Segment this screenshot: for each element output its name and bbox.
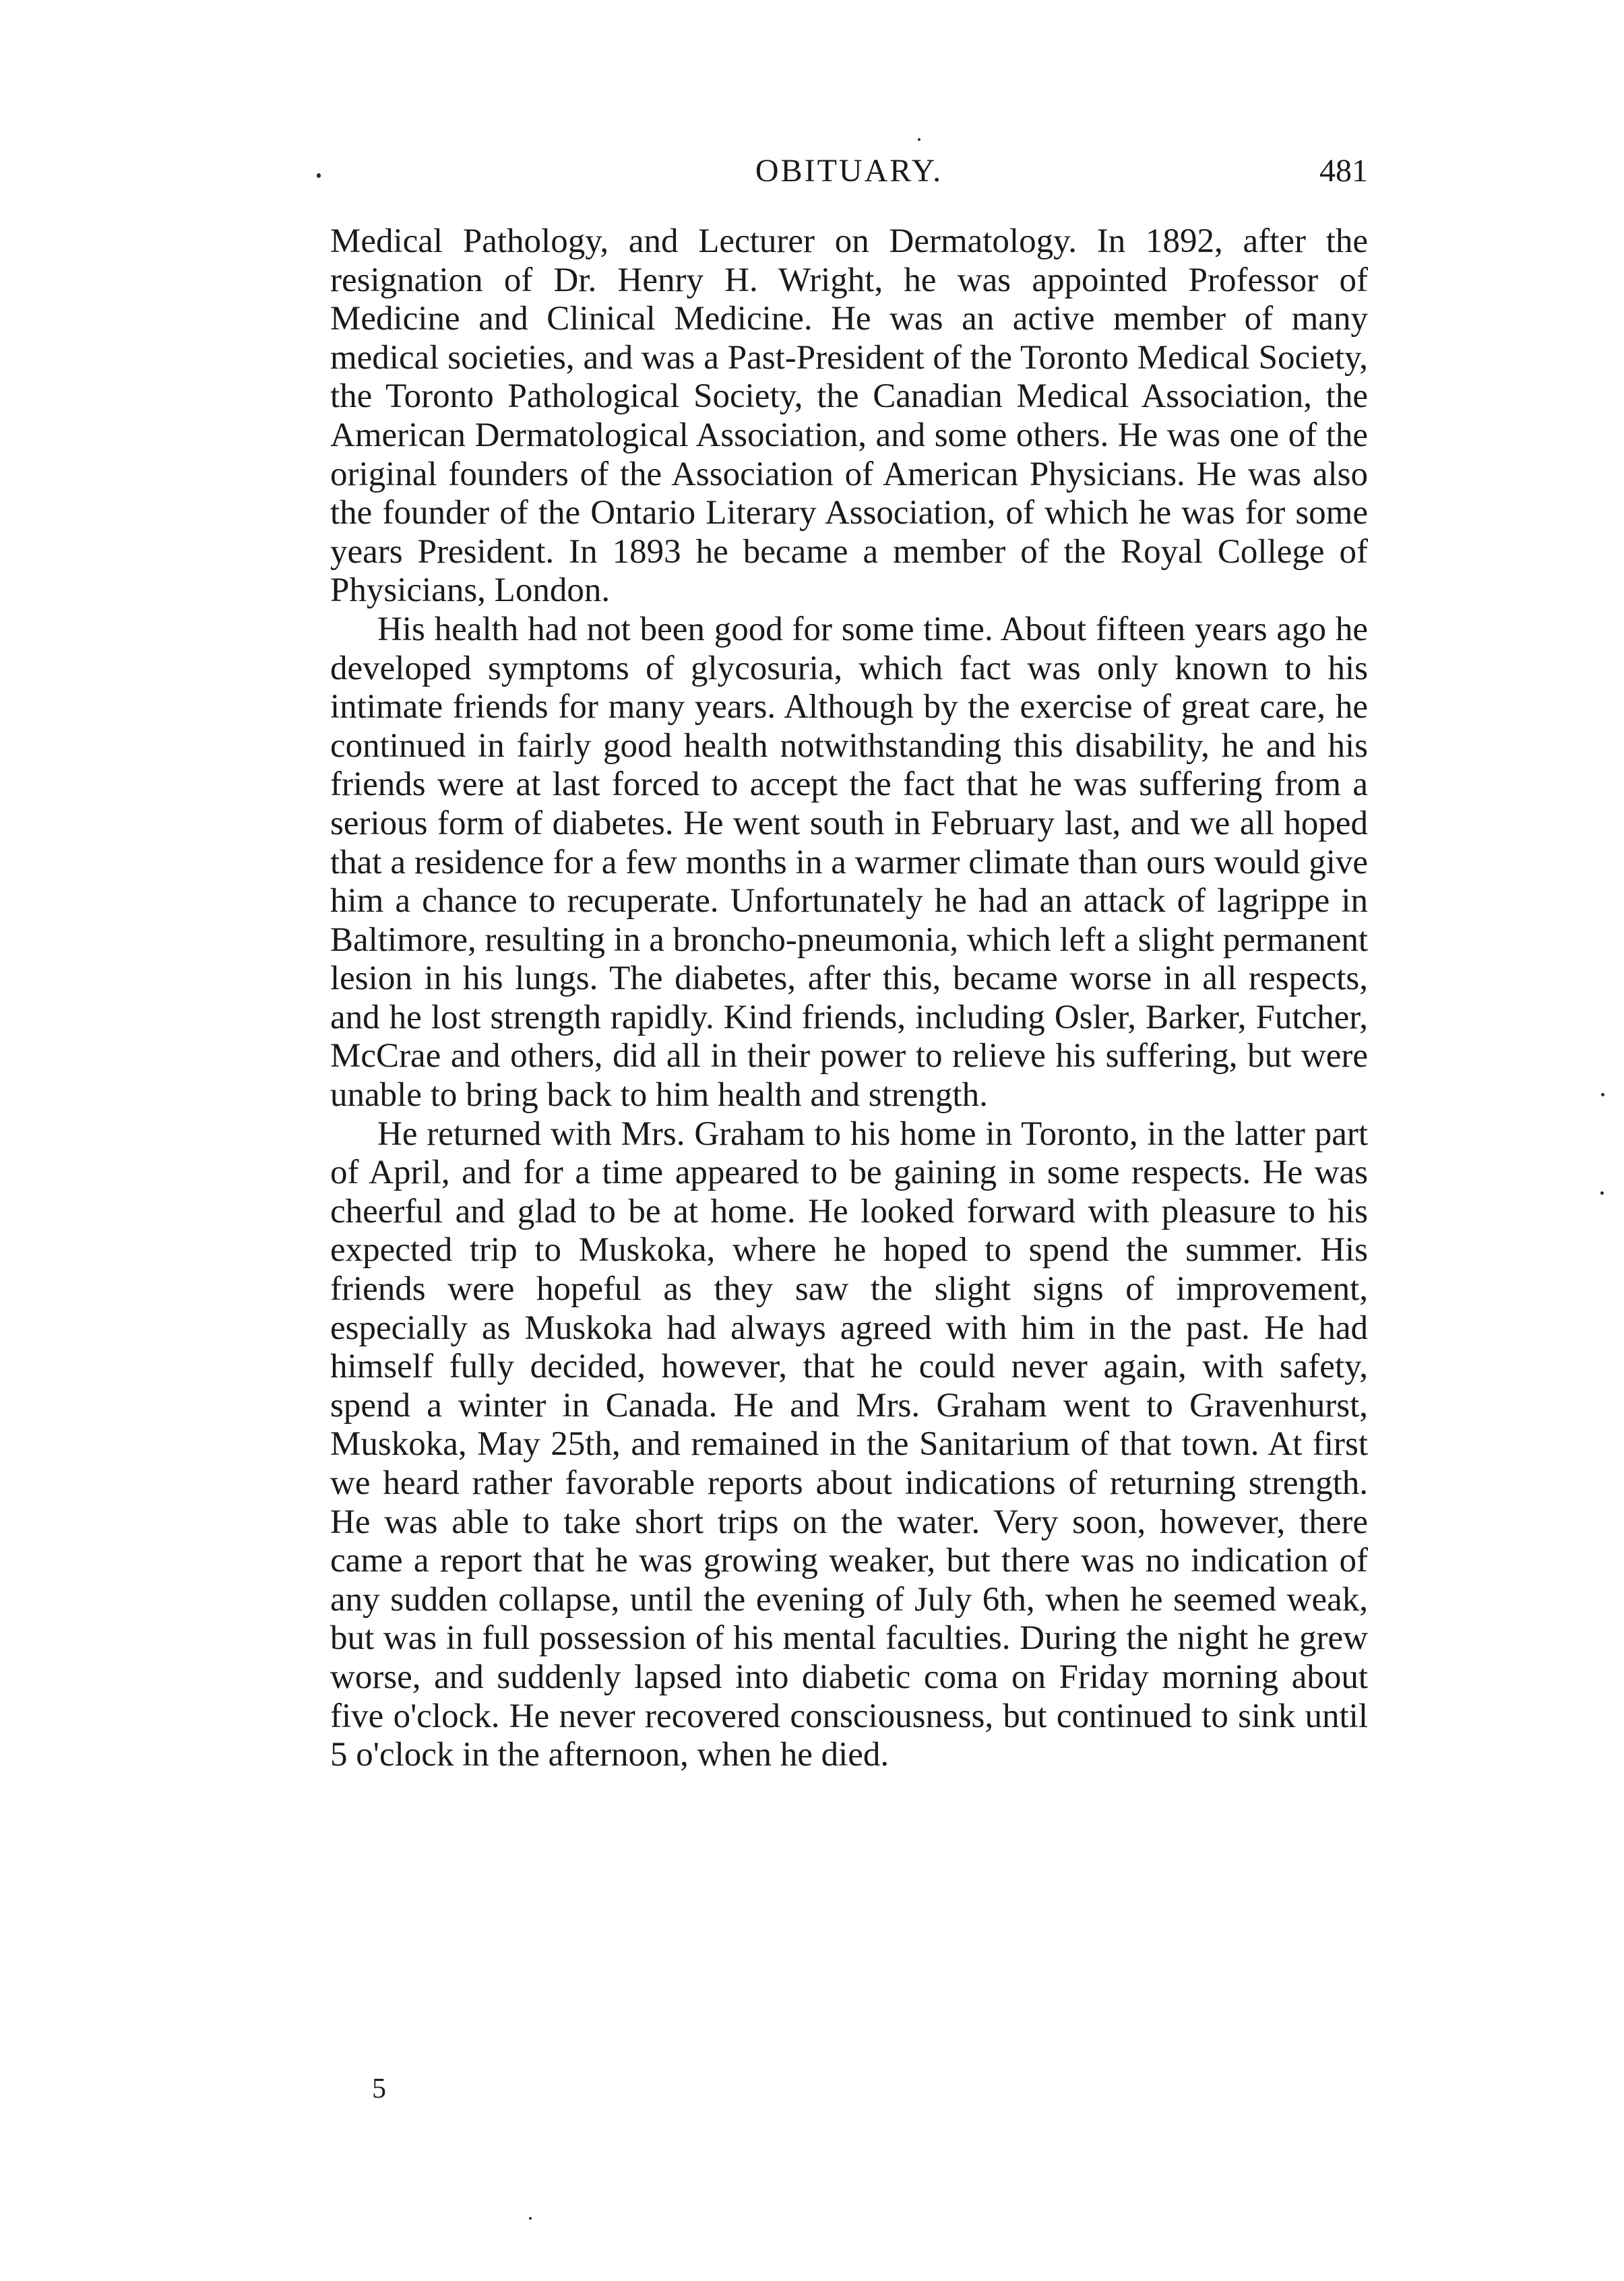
paragraph: His health had not been good for some time. About fifteen years ago he developed symptoms of glycosuria, which fact was only known to his intimate friends for many years. Although by the exercise of great care, he continued in fairly good health notwithstanding this disability, he and his friends were at last forced to accept the fact that he was suffering from a serious form of diabetes. He went south in February last, and we all hoped that a residence for a few months in a warmer climate than ours would give him a chance to recuperate. Unfortunately he had an attack of lagrippe in Baltimore, resulting in a broncho-pneumonia, which left a slight permanent lesion in his lungs. The diabetes, after this, became worse in all respects, and he lost strength rapidly. Kind friends, including Osler, Barker, Futcher, McCrae and others, did all in their power to relieve his suffering, but were unable to bring back to him health and strength.	[330, 610, 1368, 1115]
signature-mark: 5	[372, 2073, 386, 2104]
page-title: OBITUARY.	[755, 153, 943, 189]
running-head	[330, 152, 1368, 199]
print-speck	[529, 2217, 532, 2220]
paragraph: He returned with Mrs. Graham to his home in Toronto, in the latter part of April, and for a time appeared to be gaining in some respects. He was cheerful and glad to be at home. He looked forward with pleasure to his expected trip to Muskoka, where he hoped to spend the summer. His friends were hopeful as they saw the slight signs of improvement, especially as Muskoka had always agreed with him in the past. He had himself fully decided, however, that he could never again, with safety, spend a winter in Canada. He and Mrs. Graham went to Gravenhurst, Muskoka, May 25th, and remained in the Sanitarium of that town. At first we heard rather favorable reports about indications of returning strength. He was able to take short trips on the water. Very soon, however, there came a report that he was growing weaker, but there was no indication of any sudden collapse, until the evening of July 6th, when he seemed weak, but was in full possession of his mental faculties. During the night he grew worse, and suddenly lapsed into diabetic coma on Friday morning about five o'clock. He never recovered consciousness, but continued to sink until 5 o'clock in the afternoon, when he died.	[330, 1115, 1368, 1774]
print-speck	[1600, 1191, 1604, 1195]
body-text	[330, 222, 1368, 1775]
paragraph: Medical Pathology, and Lecturer on Dermatology. In 1892, after the resignation of Dr. Henry H. Wright, he was appointed Professor of Medicine and Clinical Medicine. He was an active member of many medical societies, and was a Past-President of the Toronto Medical Society, the Toronto Pathological Society, the Canadian Medical Association, the American Dermatological Association, and some others. He was one of the original founders of the Association of American Physicians. He was also the founder of the Ontario Literary Association, of which he was for some years President. In 1893 he became a member of the Royal College of Physicians, London.	[330, 222, 1368, 610]
print-speck	[317, 173, 321, 178]
page-number: 481	[1319, 153, 1368, 189]
print-speck	[918, 138, 920, 141]
print-speck	[1601, 1093, 1604, 1096]
